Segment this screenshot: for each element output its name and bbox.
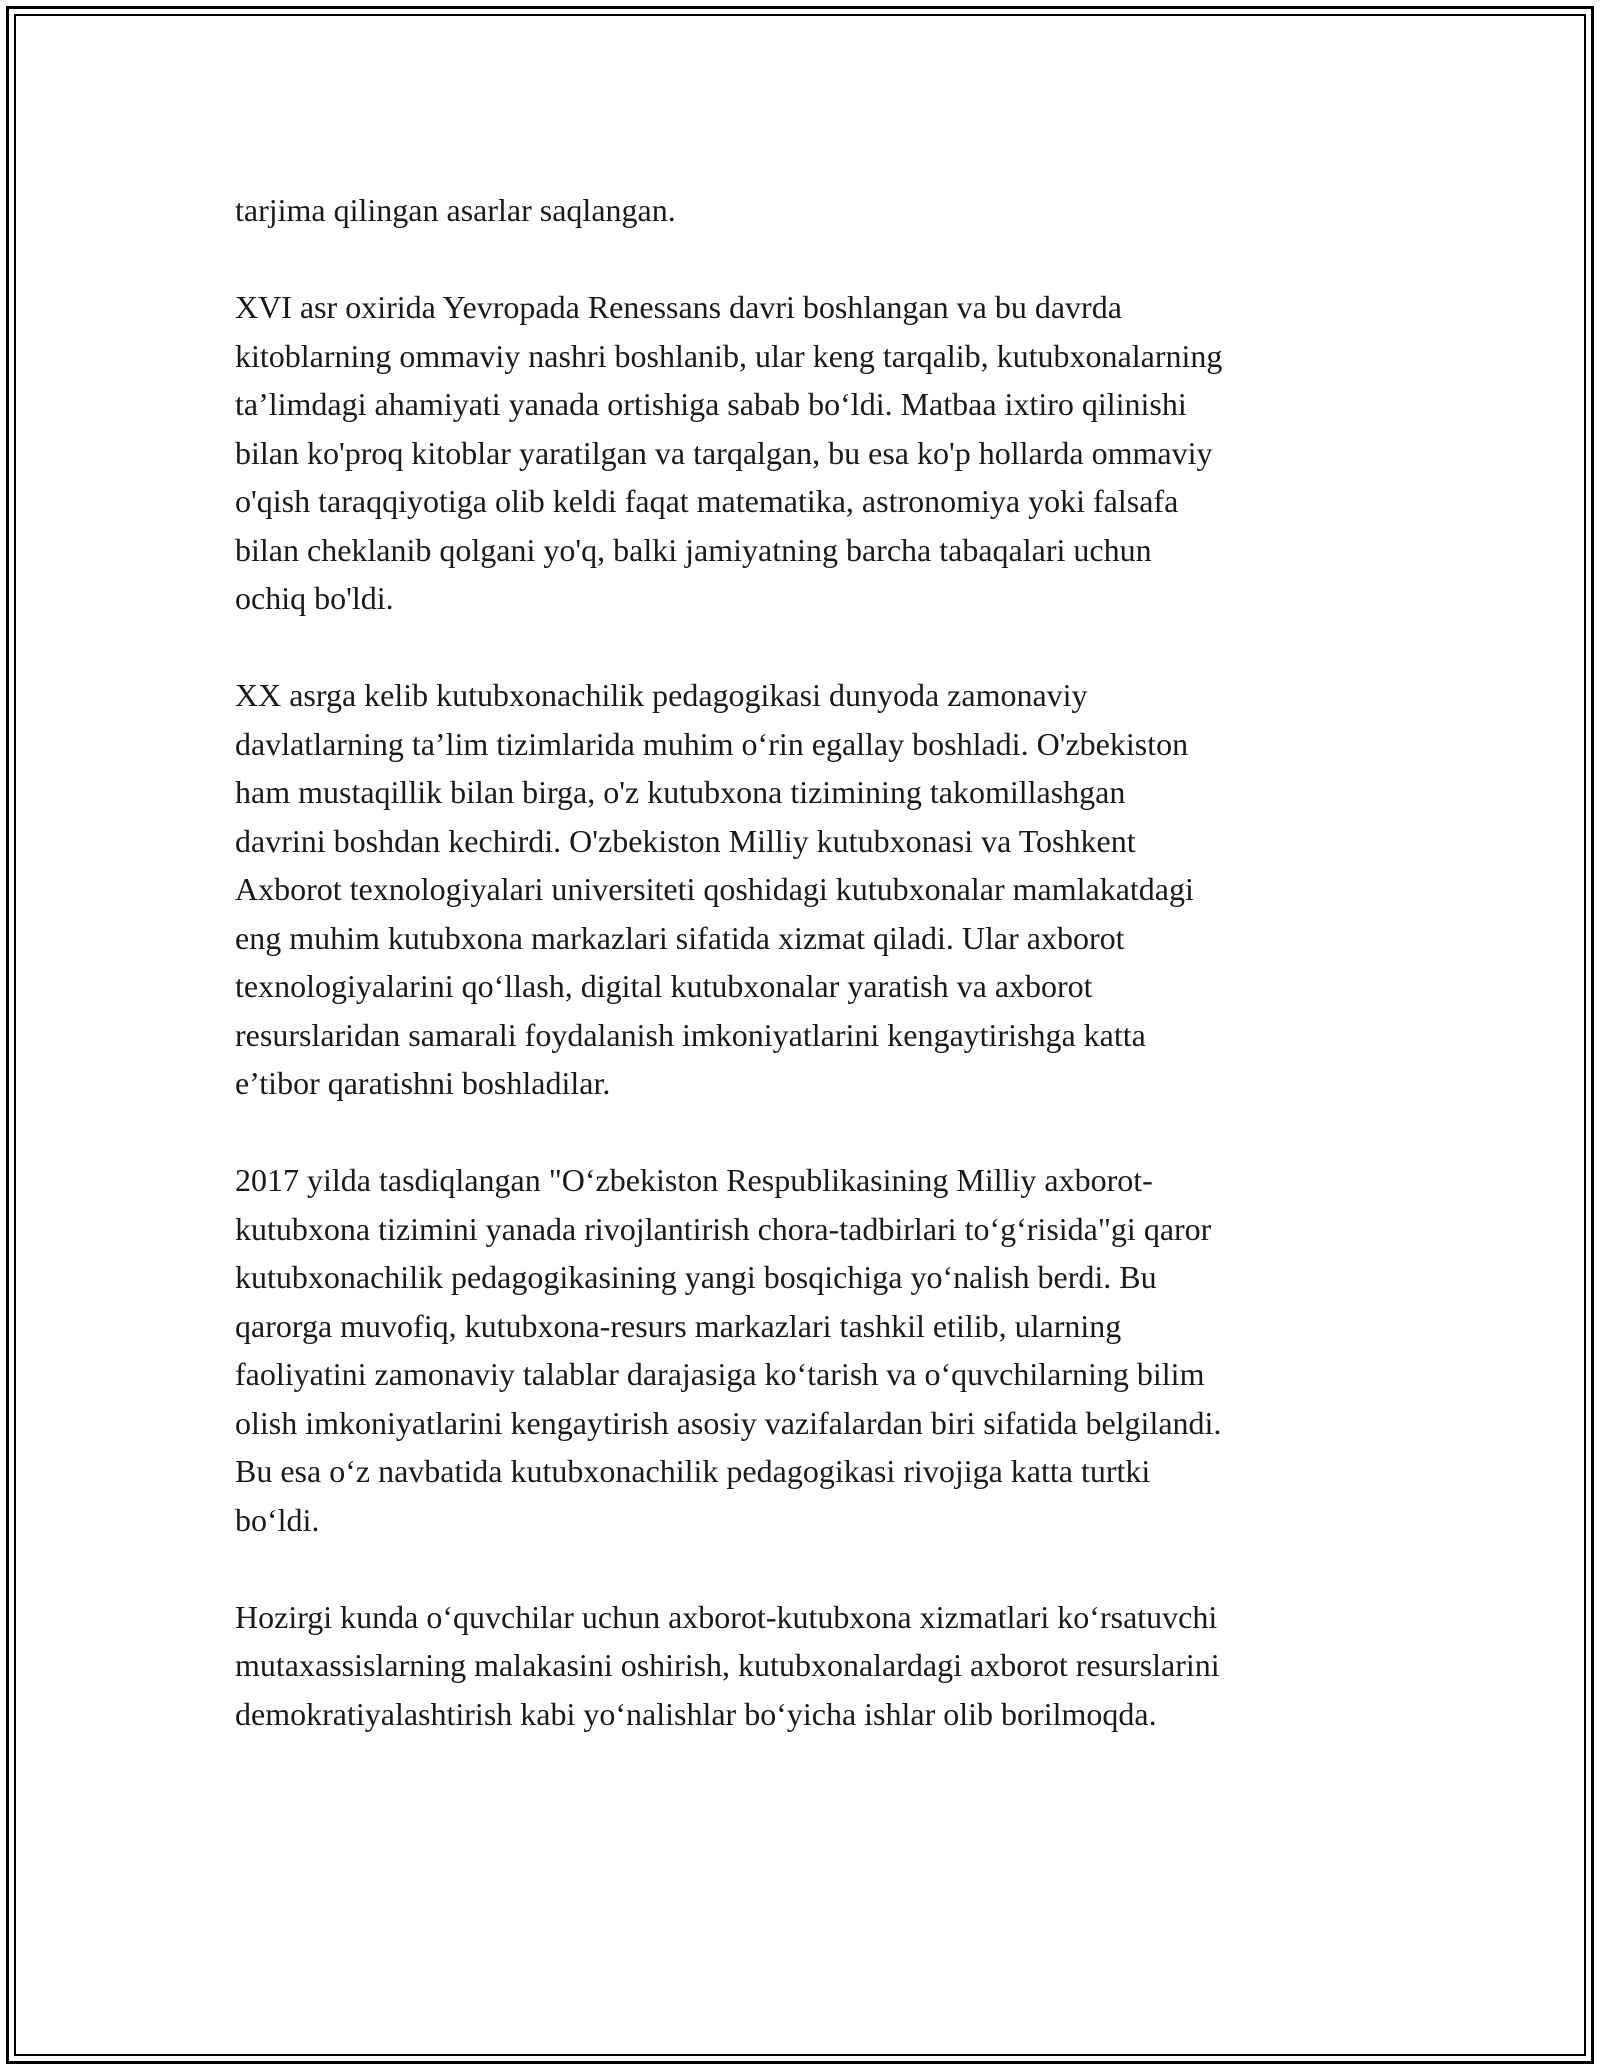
text-line: Hozirgi kunda o‘quvchilar uchun axborot-kutubxona xizmatlari ko‘rsatuvchi	[235, 1598, 1218, 1635]
text-line: 2017 yilda tasdiqlangan "O‘zbekiston Respublikasining Milliy axborot-	[235, 1162, 1153, 1198]
text-line: texnologiyalarini qo‘llash, digital kutubxonalar yaratish va axborot	[235, 968, 1093, 1004]
text-line: Bu esa o‘z navbatida kutubxonachilik pedagogikasi rivojiga katta turtki	[235, 1453, 1151, 1489]
text-line: kutubxona tizimini yanada rivojlantirish chora-tadbirlari to‘g‘risida"gi qaror	[235, 1210, 1212, 1247]
text-line: eng muhim kutubxona markazlari sifatida xizmat qiladi. Ular axborot	[235, 919, 1125, 956]
paragraph-twentieth-century	[235, 671, 1375, 1108]
paragraph-continuation	[235, 186, 1375, 235]
text-line: ham mustaqillik bilan birga, o'z kutubxona tizimining takomillashgan	[235, 774, 1126, 810]
text-line: e’tibor qaratishni boshladilar.	[235, 1065, 611, 1101]
paragraph-current-work	[235, 1593, 1375, 1739]
paragraph-renaissance	[235, 283, 1375, 623]
text-line: bilan cheklanib qolgani yo'q, balki jamiyatning barcha tabaqalari uchun	[235, 531, 1152, 568]
text-line: XVI asr oxirida Yevropada Renessans davri boshlangan va bu davrda	[235, 289, 1122, 325]
text-line: olish imkoniyatlarini kengaytirish asosiy vazifalardan biri sifatida belgilandi.	[235, 1404, 1222, 1441]
paragraph-2017-decree	[235, 1156, 1375, 1544]
text-line: bilan ko'proq kitoblar yaratilgan va tarqalgan, bu esa ko'p hollarda ommaviy	[235, 434, 1213, 471]
text-line: XX asrga kelib kutubxonachilik pedagogikasi dunyoda zamonaviy	[235, 677, 1088, 713]
text-line: kutubxonachilik pedagogikasining yangi bosqichiga yo‘nalish berdi. Bu	[235, 1259, 1157, 1295]
text-line: faoliyatini zamonaviy talablar darajasiga ko‘tarish va o‘quvchilarning bilim	[235, 1356, 1205, 1392]
text-line: kitoblarning ommaviy nashri boshlanib, ular keng tarqalib, kutubxonalarning	[235, 337, 1223, 374]
text-line: demokratiyalashtirish kabi yo‘nalishlar bo‘yicha ishlar olib borilmoqda.	[235, 1695, 1157, 1732]
text-line: ochiq bo'ldi.	[235, 580, 394, 616]
text-line: davrini boshdan kechirdi. O'zbekiston Milliy kutubxonasi va Toshkent	[235, 822, 1136, 859]
text-line: Axborot texnologiyalari universiteti qoshidagi kutubxonalar mamlakatdagi	[235, 871, 1194, 907]
document-body	[235, 186, 1375, 1787]
text-line: tarjima qilingan asarlar saqlangan.	[235, 192, 676, 228]
text-line: davlatlarning ta’lim tizimlarida muhim o‘rin egallay boshladi. O'zbekiston	[235, 725, 1189, 762]
text-line: ta’limdagi ahamiyati yanada ortishiga sabab bo‘ldi. Matbaa ixtiro qilinishi	[235, 386, 1187, 422]
text-line: o'qish taraqqiyotiga olib keldi faqat matematika, astronomiya yoki falsafa	[235, 483, 1179, 519]
text-line: bo‘ldi.	[235, 1501, 320, 1538]
text-line: resurslaridan samarali foydalanish imkoniyatlarini kengaytirishga katta	[235, 1016, 1146, 1053]
text-line: qarorga muvofiq, kutubxona-resurs markazlari tashkil etilib, ularning	[235, 1307, 1122, 1344]
text-line: mutaxassislarning malakasini oshirish, kutubxonalardagi axborot resurslarini	[235, 1647, 1220, 1683]
